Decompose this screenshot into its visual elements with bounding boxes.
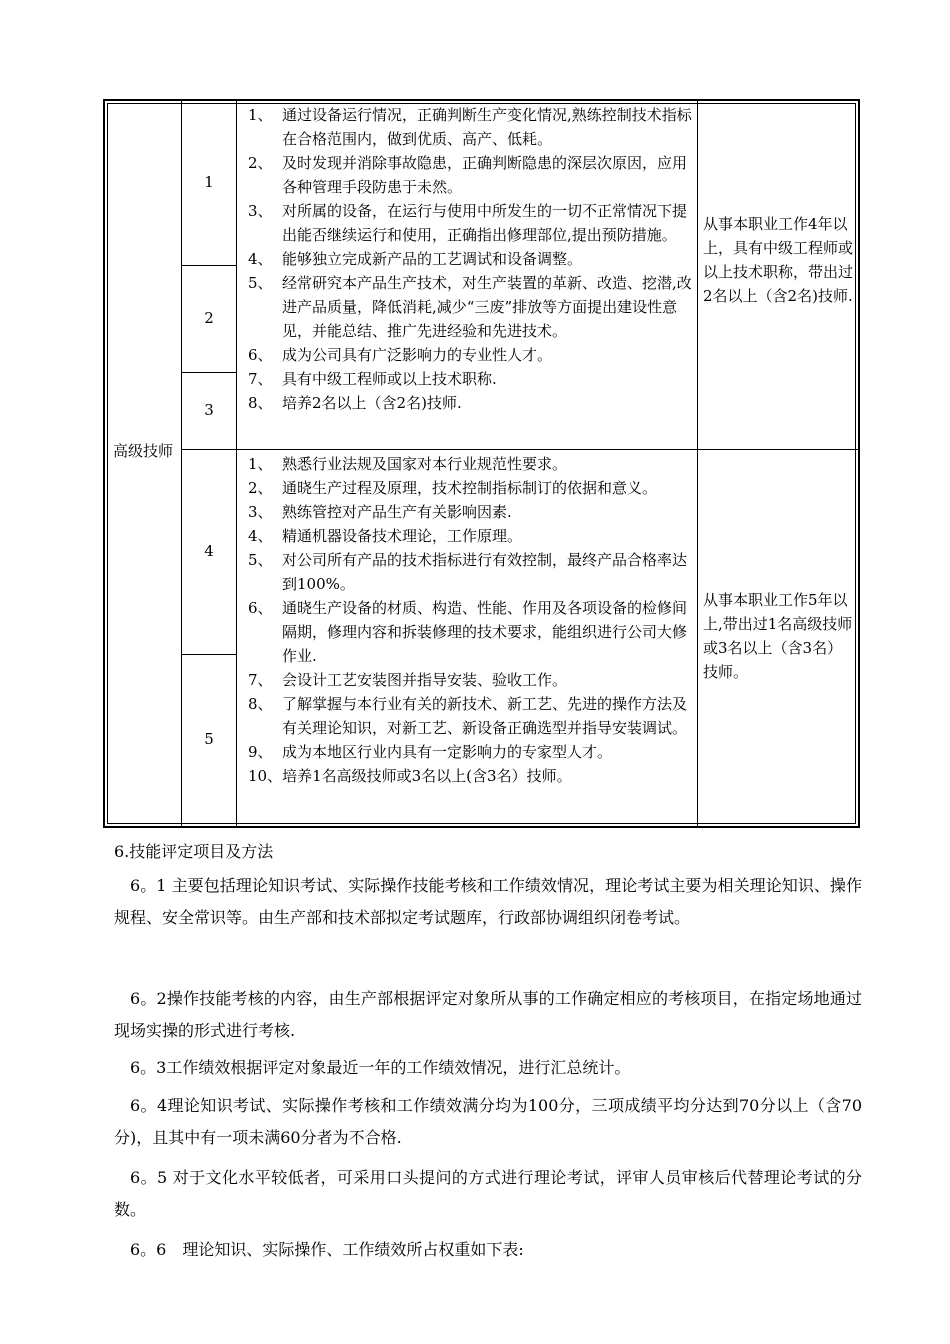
list-item: 1、 熟悉行业法规及国家对本行业规范性要求。	[248, 455, 568, 473]
grid-line	[181, 449, 858, 450]
paragraph: 6。5 对于文化水平较低者，可采用口头提问的方式进行理论考试，评审人员审核后代替理论考试的分数。	[114, 1168, 862, 1219]
paragraph: 6。2操作技能考核的内容，由生产部根据评定对象所从事的工作确定相应的考核项目，在指定场地通过现场实操的形式进行考核.	[114, 989, 862, 1040]
section-heading: 6.技能评定项目及方法	[114, 842, 274, 861]
list-item: 3、 对所属的设备，在运行与使用中所发生的一切不正常情况下提出能否继续运行和使用，正确指出修理部位,提出预防措施。	[248, 202, 688, 244]
list-item: 7、 具有中级工程师或以上技术职称.	[248, 370, 497, 388]
tier-number: 4	[204, 542, 214, 560]
grid-line	[181, 372, 237, 373]
tier-number: 1	[204, 173, 214, 191]
requirements-list-group2	[248, 452, 700, 788]
paragraph: 6。4理论知识考试、实际操作考核和工作绩效满分均为100分，三项成绩平均分达到70分以上（含70分)，且其中有一项未满60分者为不合格.	[114, 1096, 862, 1147]
paragraph: 6。1 主要包括理论知识考试、实际操作技能考核和工作绩效情况，理论考试主要为相关理论知识、操作规程、安全常识等。由生产部和技术部拟定考试题库，行政部协调组织闭卷考试。	[114, 876, 862, 927]
list-item: 4、 能够独立完成新产品的工艺调试和设备调整。	[248, 250, 583, 268]
requirements-list-group1	[248, 103, 700, 415]
list-item: 2、 通晓生产过程及原理，技术控制指标制订的依据和意义。	[248, 479, 658, 497]
list-item: 5、 经常研究本产品生产技术，对生产装置的革新、改造、挖潜,改进产品质量，降低消耗,减少“三废”排放等方面提出建设性意见，并能总结、推广先进经验和先进技术。	[248, 274, 692, 340]
paragraph: 6。6 理论知识、实际操作、工作绩效所占权重如下表:	[130, 1240, 524, 1259]
list-item: 4、 精通机器设备技术理论，工作原理。	[248, 527, 523, 545]
grid-line	[181, 265, 237, 266]
list-item: 3、 熟练管控对产品生产有关影响因素.	[248, 503, 512, 521]
tier-number: 5	[204, 730, 214, 748]
skill-requirements-table	[103, 99, 860, 828]
grid-line	[236, 101, 237, 826]
tier-number: 3	[204, 401, 214, 419]
grid-line	[181, 101, 182, 826]
condition-cell-group2: 从事本职业工作5年以上,带出过1名高级技师或3名以上（含3名）技师。	[703, 591, 853, 681]
paragraph: 6。3工作绩效根据评定对象最近一年的工作绩效情况，进行汇总统计。	[130, 1058, 631, 1077]
list-item: 2、 及时发现并消除事故隐患，正确判断隐患的深层次原因，应用各种管理手段防患于未然。	[248, 154, 688, 196]
list-item: 6、 通晓生产设备的材质、构造、性能、作用及各项设备的检修间隔期，修理内容和拆装修理的技术要求，能组织进行公司大修作业.	[248, 599, 688, 665]
list-item: 5、 对公司所有产品的技术指标进行有效控制，最终产品合格率达到100%。	[248, 551, 688, 593]
list-item: 8、 培养2名以上（含2名)技师.	[248, 394, 462, 412]
list-item: 9、 成为本地区行业内具有一定影响力的专家型人才。	[248, 743, 613, 761]
list-item: 6、 成为公司具有广泛影响力的专业性人才。	[248, 346, 553, 364]
list-item: 8、 了解掌握与本行业有关的新技术、新工艺、先进的操作方法及有关理论知识，对新工艺、新设备正确选型并指导安装调试。	[248, 695, 688, 737]
list-item: 7、 会设计工艺安装图并指导安装、验收工作。	[248, 671, 568, 689]
grid-line	[181, 654, 237, 655]
list-item: 1、 通过设备运行情况，正确判断生产变化情况,熟练控制技术指标在合格范围内，做到优质、高产、低耗。	[248, 106, 692, 148]
tier-number: 2	[204, 309, 214, 327]
level-label: 高级技师	[113, 442, 174, 460]
list-item: 10、 培养1名高级技师或3名以上(含3名）技师。	[248, 767, 572, 785]
condition-cell-group1: 从事本职业工作4年以上，具有中级工程师或以上技术职称，带出过2名以上（含2名)技师.	[703, 215, 854, 305]
